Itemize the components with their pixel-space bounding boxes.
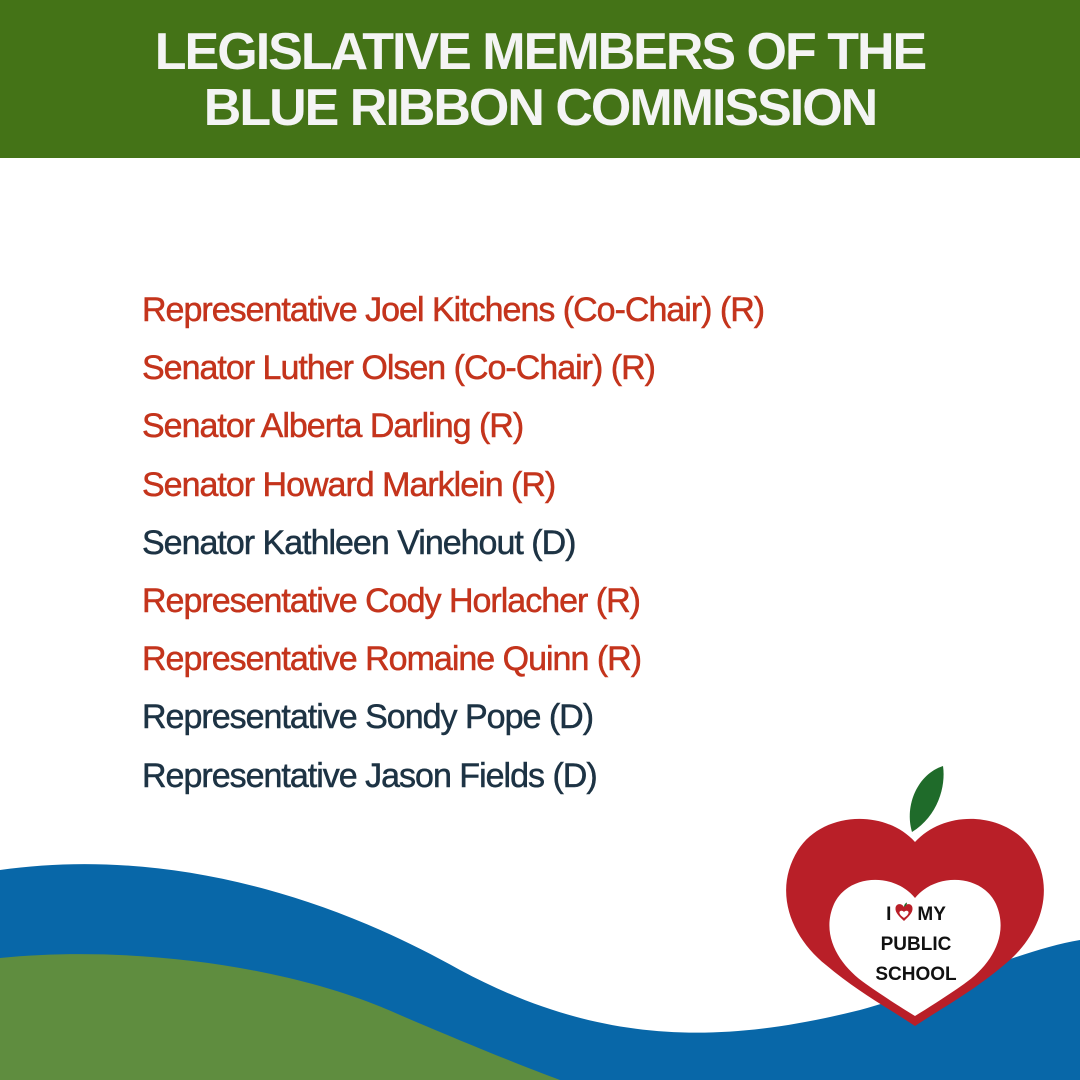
header-banner <box>0 0 1080 158</box>
member-item: Senator Alberta Darling (R) <box>142 407 524 446</box>
mini-apple-heart-icon <box>894 902 914 922</box>
member-list <box>142 284 764 808</box>
title-line-2: BLUE RIBBON COMMISSION <box>203 79 877 137</box>
logo-word-my: MY <box>917 904 946 925</box>
title-line-1: LEGISLATIVE MEMBERS OF THE <box>154 23 926 81</box>
leaf-icon <box>910 766 944 832</box>
logo-line-1 <box>830 900 1002 930</box>
member-item: Representative Romaine Quinn (R) <box>142 640 642 679</box>
member-item: Representative Jason Fields (D) <box>142 756 597 795</box>
logo-text <box>830 900 1002 990</box>
member-item: Representative Joel Kitchens (Co-Chair) (R) <box>142 291 765 329</box>
member-item: Representative Sondy Pope (D) <box>142 698 594 737</box>
logo-line-3: SCHOOL <box>875 964 957 985</box>
member-item: Senator Howard Marklein (R) <box>142 465 556 504</box>
member-item: Senator Luther Olsen (Co-Chair) (R) <box>142 349 655 388</box>
logo-line-2: PUBLIC <box>880 934 952 955</box>
member-item: Representative Cody Horlacher (R) <box>142 581 640 620</box>
logo-word-i: I <box>886 904 892 925</box>
member-item: Senator Kathleen Vinehout (D) <box>142 523 576 562</box>
